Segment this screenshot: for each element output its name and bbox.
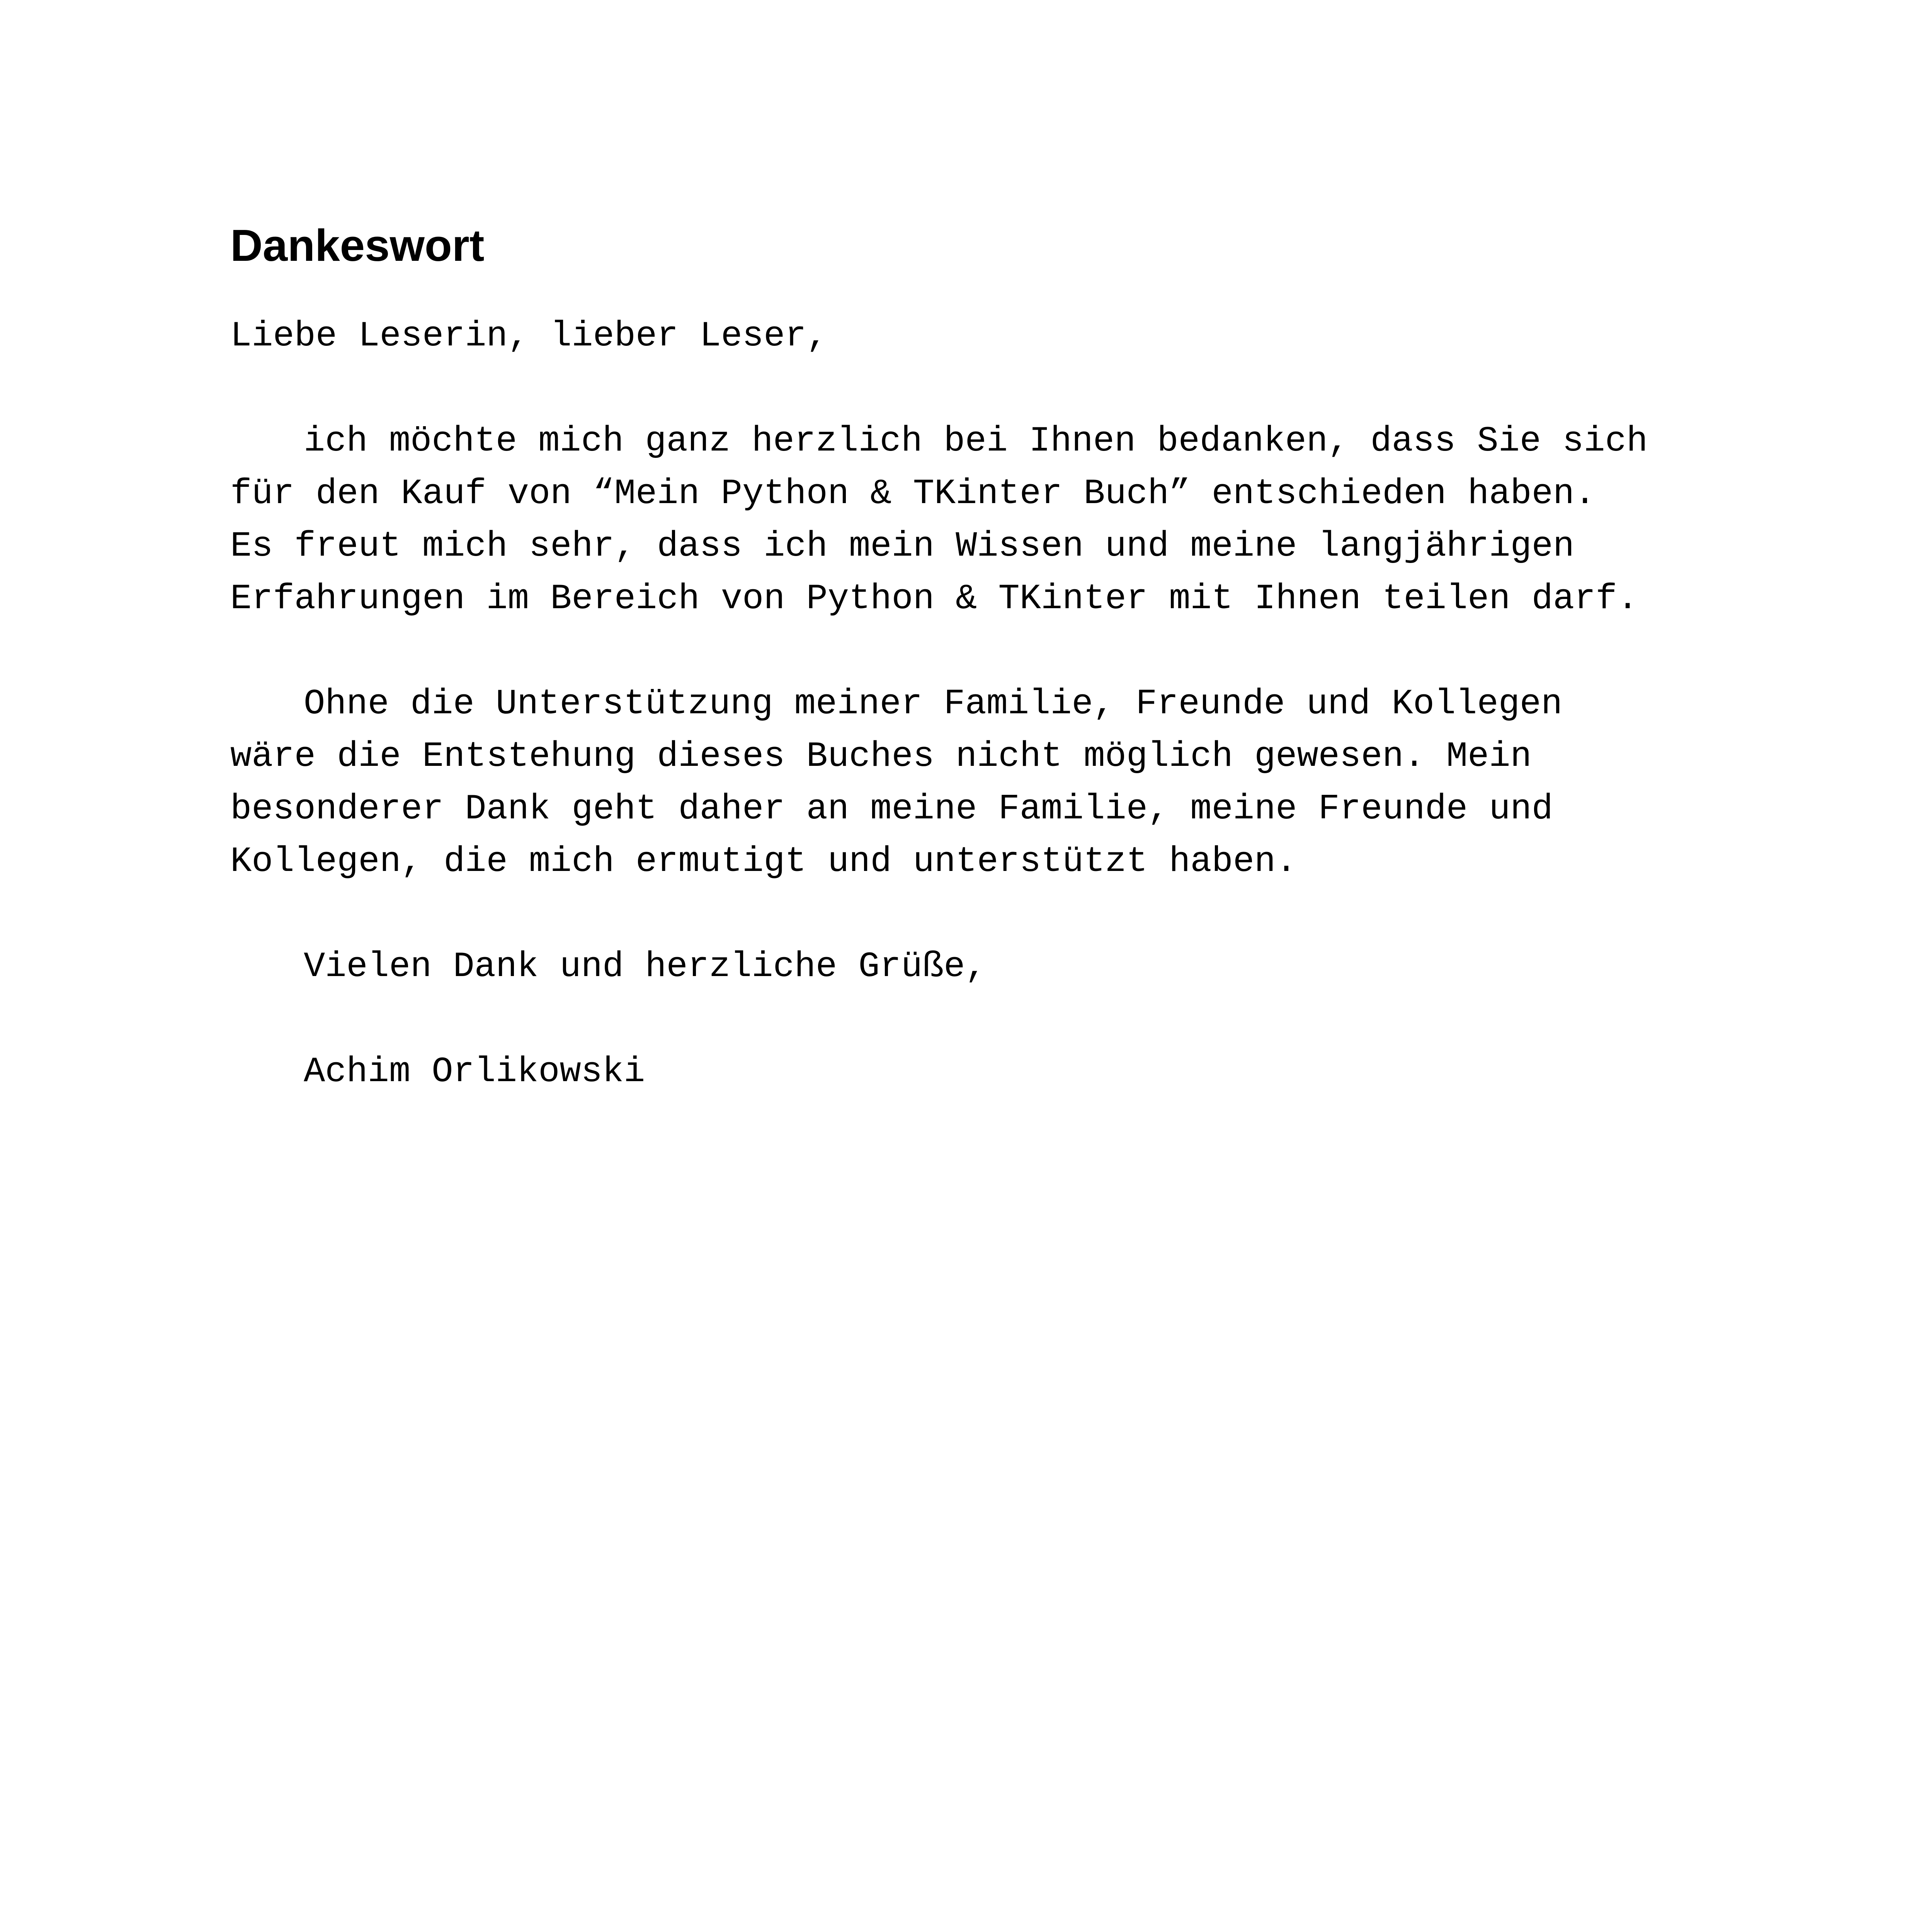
signature: Achim Orlikowski: [304, 1051, 645, 1092]
page-title: Dankeswort: [230, 220, 485, 270]
paragraph1-line: Es freut mich sehr, dass ich mein Wissen und meine langjährigen: [230, 526, 1575, 566]
paragraph1-line: ich möchte mich ganz herzlich bei Ihnen bedanken, dass Sie sich: [304, 421, 1648, 461]
paragraph-gap: [230, 888, 1699, 940]
paragraph2-line: besonderer Dank geht daher an meine Familie, meine Freunde und: [230, 789, 1553, 829]
salutation: Liebe Leserin, lieber Leser,: [230, 316, 828, 356]
paragraph2-line: Kollegen, die mich ermutigt und unterstützt haben.: [230, 841, 1297, 882]
paragraph2-line: Ohne die Unterstützung meiner Familie, Freunde und Kollegen: [304, 684, 1563, 724]
letter-body: [230, 310, 1699, 1098]
paragraph-gap: [230, 625, 1699, 678]
closing-line: Vielen Dank und herzliche Grüße,: [304, 946, 987, 987]
paragraph-gap: [230, 993, 1699, 1046]
paragraph-gap: [230, 362, 1699, 415]
paragraph1-line: Erfahrungen im Bereich von Python & TKinter mit Ihnen teilen darf.: [230, 578, 1638, 619]
paragraph2-line: wäre die Entstehung dieses Buches nicht möglich gewesen. Mein: [230, 736, 1532, 777]
paragraph1-line: für den Kauf von “Mein Python & TKinter Buch” entschieden haben.: [230, 473, 1596, 514]
